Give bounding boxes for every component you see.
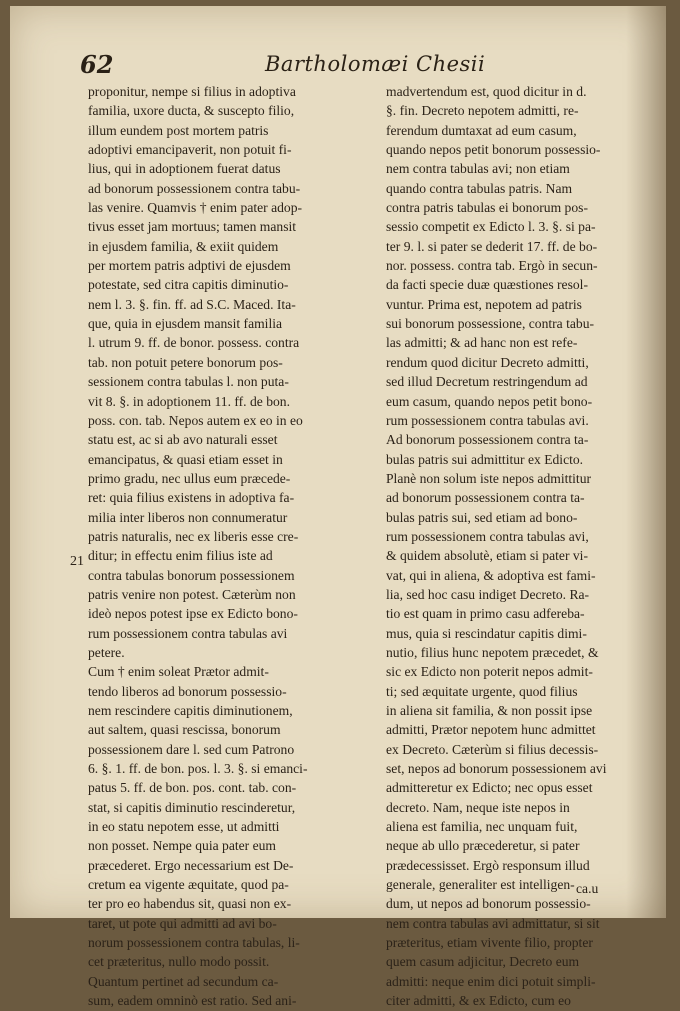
page-header <box>80 50 620 84</box>
text-line: Ad bonorum possessionem contra ta- <box>386 432 589 448</box>
page-number: 62 <box>80 50 114 79</box>
text-line: illum eundem post mortem patris <box>88 122 269 138</box>
text-line: lia, sed hoc casu indiget Decreto. Ra- <box>386 586 590 602</box>
text-line: ditur; in effectu enim filius iste ad <box>88 548 273 564</box>
text-line: patris naturalis, nec ex liberis esse cre- <box>88 528 299 544</box>
text-line: proponitur, nempe si filius in adoptiva <box>88 84 296 99</box>
text-line: & quidem absolutè, etiam si pater vi- <box>386 548 588 564</box>
text-line: rum possessionem contra tabulas avi <box>88 625 288 641</box>
text-line: contra tabulas bonorum possessionem <box>88 567 295 583</box>
text-line: quem casum adjicitur, Decreto eum <box>386 954 580 970</box>
text-line: quando contra tabulas patris. Nam <box>386 180 573 196</box>
text-line: quando nepos petit bonorum possessio- <box>386 142 601 158</box>
text-line: neque ab ullo præcederetur, si pater <box>386 838 580 854</box>
text-line: familia, uxore ducta, & suscepto filio, <box>88 103 295 119</box>
text-line: da facti specie duæ quæstiones resol- <box>386 277 588 293</box>
text-line: bulas patris sui admittitur ex Edicto. <box>386 451 584 467</box>
text-line: nor. possess. contra tab. Ergò in secun- <box>386 258 598 274</box>
text-line: norum possessionem contra tabulas, li- <box>88 935 300 951</box>
text-line: patus 5. ff. de bon. pos. cont. tab. con- <box>88 780 297 796</box>
text-line: in ejusdem familia, & exiit quidem <box>88 238 279 254</box>
catchword: ca.u <box>576 881 599 896</box>
text-line: aut saltem, quasi rescissa, bonorum <box>88 722 281 738</box>
text-line: præteritus, etiam vivente filio, propter <box>386 935 593 951</box>
text-line: contra patris tabulas ei bonorum pos- <box>386 200 588 216</box>
text-line: ti; sed æquitate urgente, quod filius <box>386 683 578 699</box>
text-line: que, quia in ejusdem mansit familia <box>88 316 283 332</box>
text-line: tio est quam in primo casu adfereba- <box>386 606 585 622</box>
text-line: sessionem contra tabulas l. non puta- <box>88 374 289 390</box>
text-line: ideò nepos potest ipse ex Edicto bono- <box>88 606 298 622</box>
text-line: tab. non potuit petere bonorum pos- <box>88 354 283 370</box>
margin-section-number: 21 <box>70 554 84 569</box>
text-line: non posset. Nempe quia pater eum <box>88 838 276 854</box>
text-line: lius, qui in adoptionem fuerat datus <box>88 161 281 177</box>
text-line: ex Decreto. Cæterùm si filius decessis- <box>386 741 599 757</box>
text-line: in eo statu nepotem esse, ut admitti <box>88 819 280 835</box>
text-line: las venire. Quamvis † enim pater adop- <box>88 200 303 216</box>
text-line: ret: quia filius existens in adoptiva fa- <box>88 490 295 506</box>
text-line: sed illud Decretum restringendum ad <box>386 374 588 390</box>
text-line: milia inter liberos non connumeratur <box>88 509 288 525</box>
text-line: prædecessisset. Ergò responsum illud <box>386 857 590 873</box>
text-line: vuntur. Prima est, nepotem ad patris <box>386 296 582 312</box>
text-line: sessio competit ex Edicto l. 3. §. si pa- <box>386 219 596 235</box>
text-line: Planè non solum iste nepos admittitur <box>386 470 592 486</box>
text-line: ter 9. l. si pater se dederit 17. ff. de bo- <box>386 238 598 254</box>
text-line: mus, quia si rescindatur capitis dimi- <box>386 625 587 641</box>
text-line: poss. con. tab. Nepos autem ex eo in eo <box>88 412 303 428</box>
text-line: 6. §. 1. ff. de bon. pos. l. 3. §. si emanci- <box>88 761 308 777</box>
text-line: generale, generaliter est intelligen- <box>386 877 575 893</box>
text-line: potestate, sed citra capitis diminutio- <box>88 277 289 293</box>
text-line: decreto. Nam, neque iste nepos in <box>386 799 570 815</box>
text-line: rum possessionem contra tabulas avi. <box>386 412 589 428</box>
text-line: cet præteritus, nullo modo possit. <box>88 954 270 970</box>
text-line: emancipatus, & quasi etiam esset in <box>88 451 283 467</box>
text-line: admitti, Prætor nepotem hunc admittet <box>386 722 596 738</box>
text-line: madvertendum est, quod dicitur in d. <box>386 84 587 99</box>
text-line: taret, ut pote qui admitti ad avi bo- <box>88 915 277 931</box>
text-line: admitti: neque enim dici potuit simpli- <box>386 973 596 989</box>
text-line: Quantum pertinet ad secundum ca- <box>88 973 279 989</box>
text-line: sum, eadem omninò est ratio. Sed ani- <box>88 993 297 1009</box>
text-line: dum, ut nepos ad bonorum possessio- <box>386 896 591 912</box>
book-page <box>10 6 666 1009</box>
text-line: ter pro eo habendus sit, quasi non ex- <box>88 896 292 912</box>
text-line: primo gradu, nec ullus eum præcede- <box>88 470 291 486</box>
text-line: ad bonorum possessionem contra ta- <box>386 490 585 506</box>
left-column <box>88 82 373 1011</box>
text-line: Cum † enim soleat Prætor admit- <box>88 664 269 680</box>
text-line: in aliena sit familia, & non possit ipse <box>386 703 593 718</box>
text-line: nem contra tabulas avi; non etiam <box>386 161 570 177</box>
text-line: nem contra tabulas avi admittatur, si sit <box>386 915 600 931</box>
text-line: aliena est familia, nec unquam fuit, <box>386 819 578 835</box>
text-line: tivus esset jam mortuus; tamen mansit <box>88 219 297 235</box>
text-line: vit 8. §. in adoptionem 11. ff. de bon. <box>88 393 290 409</box>
text-line: ferendum dumtaxat ad eum casum, <box>386 122 577 138</box>
right-column <box>386 82 648 1011</box>
text-line: adoptivi emancipaverit, non potuit fi- <box>88 142 292 158</box>
text-line: cretum ea vigente æquitate, quod pa- <box>88 877 289 893</box>
text-line: patris venire non potest. Cæterùm non <box>88 586 296 602</box>
text-line: §. fin. Decreto nepotem admitti, re- <box>386 103 579 119</box>
text-line: nem l. 3. §. fin. ff. ad S.C. Maced. Ita- <box>88 296 296 312</box>
text-line: nem rescindere capitis diminutionem, <box>88 703 293 718</box>
running-head: Bartholomæi Chesii <box>265 52 486 76</box>
text-line: per mortem patris adptivi de ejusdem <box>88 258 291 274</box>
text-line: possessionem dare l. sed cum Patrono <box>88 741 295 757</box>
text-line: bulas patris sui, sed etiam ad bono- <box>386 509 578 525</box>
text-line: admitteretur ex Edicto; nec opus esset <box>386 780 593 796</box>
text-line: ad bonorum possessionem contra tabu- <box>88 180 301 196</box>
text-line: tendo liberos ad bonorum possessio- <box>88 683 287 699</box>
text-line: nutio, filius hunc nepotem præcedet, & <box>386 644 599 660</box>
text-line: las admitti; & ad hanc non est refe- <box>386 335 578 351</box>
text-line: set, nepos ad bonorum possessionem avi <box>386 761 607 777</box>
text-line: statu est, ac si ab avo naturali esset <box>88 432 278 448</box>
text-line: sui bonorum possessione, contra tabu- <box>386 316 595 332</box>
text-line: rendum quod dicitur Decreto admitti, <box>386 354 589 370</box>
spine-shadow <box>626 6 666 918</box>
text-line: præcederet. Ergo necessarium est De- <box>88 857 294 873</box>
text-line: l. utrum 9. ff. de bonor. possess. contra <box>88 335 300 351</box>
text-line: citer admitti, & ex Edicto, cum eo <box>386 993 571 1009</box>
text-line: stat, si capitis diminutio rescinderetur, <box>88 799 296 815</box>
text-line: sic ex Edicto non poterit nepos admit- <box>386 664 593 680</box>
text-line: vat, qui in aliena, & adoptiva est fami- <box>386 567 596 583</box>
text-line: petere. <box>88 644 125 660</box>
text-line: eum casum, quando nepos petit bono- <box>386 393 593 409</box>
text-line: rum possessionem contra tabulas avi, <box>386 528 589 544</box>
